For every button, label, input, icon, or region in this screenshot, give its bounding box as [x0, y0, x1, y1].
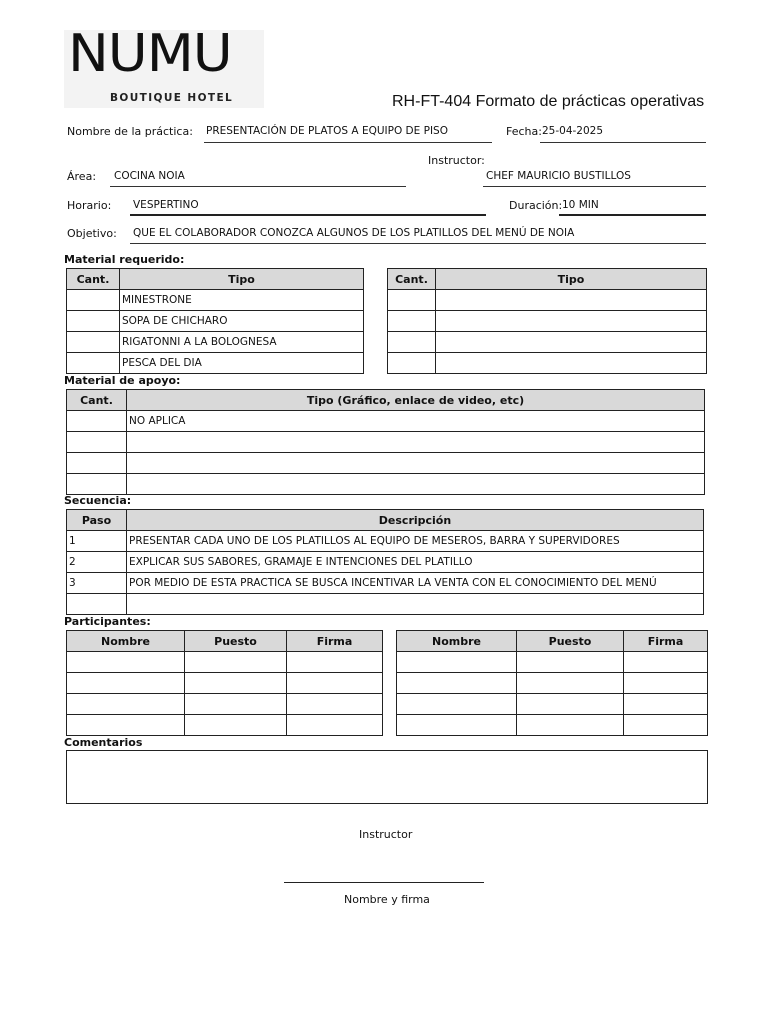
area-underline: [110, 186, 406, 187]
column-header-description: Descripción: [127, 510, 704, 531]
required-material-title: Material requerido:: [64, 253, 185, 266]
objective-value[interactable]: QUE EL COLABORADOR CONOZCA ALGUNOS DE LOS PLATILLOS DEL MENÚ DE NOIA: [133, 227, 575, 239]
position-cell[interactable]: [185, 715, 287, 736]
table-header-row: [67, 631, 383, 652]
step-cell[interactable]: [67, 594, 127, 615]
table-row: [67, 290, 364, 311]
type-cell[interactable]: [436, 332, 707, 353]
table-row: [67, 594, 704, 615]
table-row: [67, 311, 364, 332]
objective-label: Objetivo:: [67, 227, 117, 240]
type-cell[interactable]: [436, 353, 707, 374]
date-value[interactable]: 25-04-2025: [542, 125, 604, 137]
table-row: [388, 332, 707, 353]
sequence-title: Secuencia:: [64, 494, 132, 507]
quantity-cell[interactable]: [388, 290, 436, 311]
name-and-signature-label: Nombre y firma: [344, 893, 430, 906]
type-cell[interactable]: RIGATONNI A LA BOLOGNESA: [120, 332, 364, 353]
step-cell[interactable]: 3: [67, 573, 127, 594]
type-cell[interactable]: [127, 474, 705, 495]
name-cell[interactable]: [67, 715, 185, 736]
table-row: [67, 474, 705, 495]
signature-line[interactable]: [284, 882, 484, 883]
participants-title: Participantes:: [64, 615, 151, 628]
table-row: [397, 694, 708, 715]
column-header-signature: Firma: [624, 631, 708, 652]
quantity-cell[interactable]: [67, 432, 127, 453]
area-label: Área:: [67, 170, 97, 183]
table-header-row: [397, 631, 708, 652]
position-cell[interactable]: [517, 694, 624, 715]
column-header-type: Tipo: [120, 269, 364, 290]
support-material-title: Material de apoyo:: [64, 374, 181, 387]
quantity-cell[interactable]: [388, 311, 436, 332]
table-row: [67, 573, 704, 594]
hotel-logo-subtitle: BOUTIQUE HOTEL: [110, 92, 234, 104]
table-row: [388, 290, 707, 311]
column-header-name: Nombre: [67, 631, 185, 652]
table-row: [67, 432, 705, 453]
table-header-row: [67, 269, 364, 290]
step-cell[interactable]: 1: [67, 531, 127, 552]
practice-name-underline: [204, 142, 492, 143]
column-header-signature: Firma: [287, 631, 383, 652]
table-row: [67, 332, 364, 353]
table-row: [397, 715, 708, 736]
column-header-quantity: Cant.: [67, 269, 120, 290]
position-cell[interactable]: [185, 694, 287, 715]
date-label: Fecha:: [506, 125, 542, 138]
required-material-table-left: [66, 268, 364, 374]
step-cell[interactable]: 2: [67, 552, 127, 573]
table-row: [67, 353, 364, 374]
schedule-label: Horario:: [67, 199, 112, 212]
column-header-type: Tipo (Gráfico, enlace de video, etc): [127, 390, 705, 411]
quantity-cell[interactable]: [67, 290, 120, 311]
schedule-value[interactable]: VESPERTINO: [133, 199, 199, 211]
signature-cell[interactable]: [287, 652, 383, 673]
signature-cell[interactable]: [624, 694, 708, 715]
column-header-step: Paso: [67, 510, 127, 531]
comments-box[interactable]: [66, 750, 708, 804]
duration-label: Duración:: [509, 199, 563, 212]
practice-name-label: Nombre de la práctica:: [67, 125, 193, 138]
table-row: [388, 311, 707, 332]
instructor-label: Instructor:: [428, 154, 485, 167]
table-row: [67, 411, 705, 432]
table-row: [67, 715, 383, 736]
instructor-underline: [483, 186, 706, 187]
table-header-row: [67, 390, 705, 411]
table-row: [67, 694, 383, 715]
comments-title: Comentarios: [64, 736, 143, 749]
quantity-cell[interactable]: [67, 311, 120, 332]
column-header-position: Puesto: [185, 631, 287, 652]
position-cell[interactable]: [185, 652, 287, 673]
duration-value[interactable]: 10 MIN: [562, 199, 599, 211]
type-cell[interactable]: SOPA DE CHICHARO: [120, 311, 364, 332]
table-row: [67, 531, 704, 552]
type-cell[interactable]: [127, 453, 705, 474]
table-row: [388, 353, 707, 374]
support-material-table: [66, 389, 705, 495]
column-header-quantity: Cant.: [67, 390, 127, 411]
column-header-position: Puesto: [517, 631, 624, 652]
quantity-cell[interactable]: [67, 453, 127, 474]
quantity-cell[interactable]: [388, 353, 436, 374]
name-cell[interactable]: [397, 715, 517, 736]
hotel-logo: NUMU: [68, 24, 232, 84]
description-cell[interactable]: POR MEDIO DE ESTA PRACTICA SE BUSCA INCENTIVAR LA VENTA CON EL CONOCIMIENTO DEL MENÚ: [127, 573, 704, 594]
participants-table-right: [396, 630, 708, 736]
quantity-cell[interactable]: [67, 474, 127, 495]
quantity-cell[interactable]: [67, 332, 120, 353]
position-cell[interactable]: [185, 673, 287, 694]
signature-cell[interactable]: [624, 673, 708, 694]
column-header-type: Tipo: [436, 269, 707, 290]
sequence-table: [66, 509, 704, 615]
type-cell[interactable]: [436, 290, 707, 311]
type-cell[interactable]: PESCA DEL DIA: [120, 353, 364, 374]
signature-cell[interactable]: [287, 694, 383, 715]
table-row: [67, 552, 704, 573]
type-cell[interactable]: NO APLICA: [127, 411, 705, 432]
name-cell[interactable]: [67, 673, 185, 694]
name-cell[interactable]: [397, 652, 517, 673]
description-cell[interactable]: PRESENTAR CADA UNO DE LOS PLATILLOS AL EQUIPO DE MESEROS, BARRA Y SUPERVIDORES: [127, 531, 704, 552]
position-cell[interactable]: [517, 652, 624, 673]
table-row: [67, 673, 383, 694]
quantity-cell[interactable]: [388, 332, 436, 353]
name-cell[interactable]: [397, 673, 517, 694]
table-header-row: [67, 510, 704, 531]
quantity-cell[interactable]: [67, 411, 127, 432]
duration-underline: [559, 214, 706, 216]
objective-underline: [130, 243, 706, 244]
required-material-table-right: [387, 268, 707, 374]
name-cell[interactable]: [397, 694, 517, 715]
type-cell[interactable]: MINESTRONE: [120, 290, 364, 311]
table-row: [397, 673, 708, 694]
area-value[interactable]: COCINA NOIA: [114, 170, 185, 182]
signature-cell[interactable]: [624, 715, 708, 736]
signature-cell[interactable]: [287, 673, 383, 694]
table-row: [67, 652, 383, 673]
participants-table-left: [66, 630, 383, 736]
position-cell[interactable]: [517, 673, 624, 694]
instructor-value[interactable]: CHEF MAURICIO BUSTILLOS: [486, 170, 631, 182]
date-underline: [540, 142, 706, 143]
type-cell[interactable]: [436, 311, 707, 332]
instructor-signature-label: Instructor: [359, 828, 413, 841]
type-cell[interactable]: [127, 432, 705, 453]
name-cell[interactable]: [67, 652, 185, 673]
table-row: [67, 453, 705, 474]
table-row: [397, 652, 708, 673]
table-header-row: [388, 269, 707, 290]
description-cell[interactable]: EXPLICAR SUS SABORES, GRAMAJE E INTENCIONES DEL PLATILLO: [127, 552, 704, 573]
name-cell[interactable]: [67, 694, 185, 715]
quantity-cell[interactable]: [67, 353, 120, 374]
schedule-underline: [130, 214, 486, 216]
position-cell[interactable]: [517, 715, 624, 736]
practice-name-value[interactable]: PRESENTACIÓN DE PLATOS A EQUIPO DE PISO: [206, 125, 448, 137]
signature-cell[interactable]: [624, 652, 708, 673]
signature-cell[interactable]: [287, 715, 383, 736]
document-title: RH-FT-404 Formato de prácticas operativas: [392, 93, 705, 110]
column-header-quantity: Cant.: [388, 269, 436, 290]
column-header-name: Nombre: [397, 631, 517, 652]
description-cell[interactable]: [127, 594, 704, 615]
